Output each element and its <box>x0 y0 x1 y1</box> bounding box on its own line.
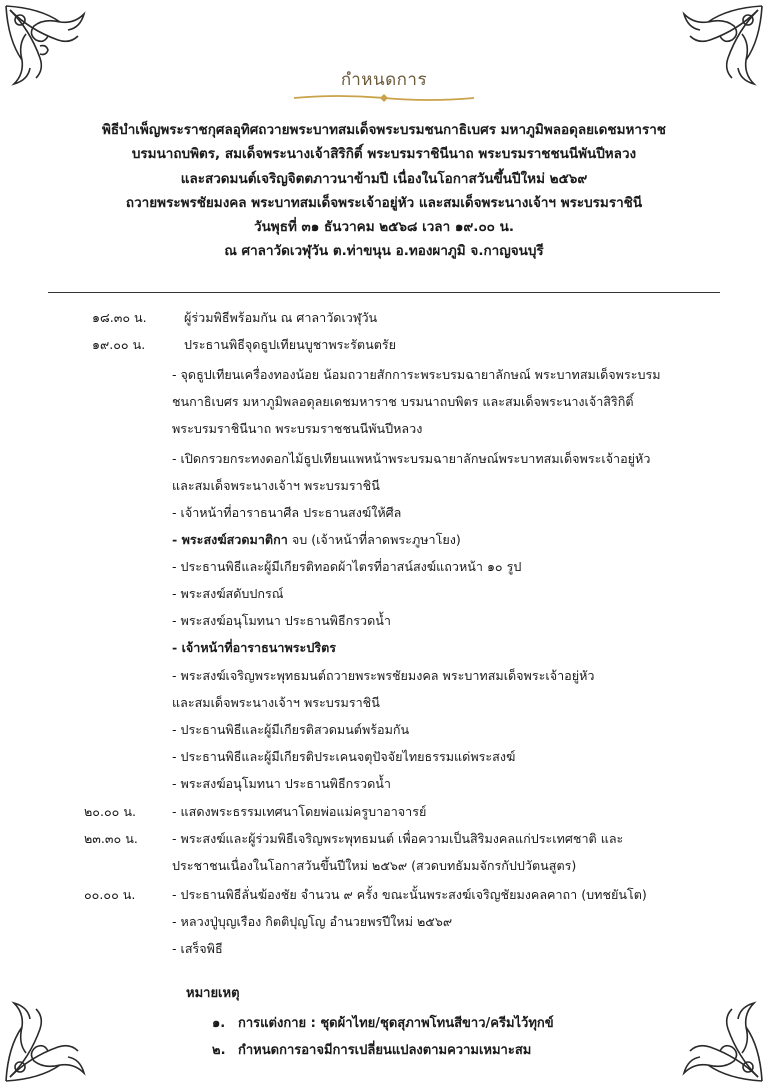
schedule-row <box>0 365 768 393</box>
ceremony-heading <box>40 118 728 264</box>
schedule-row <box>0 449 768 477</box>
heading-line: และสวดมนต์เจริญจิตตภาวนาข้ามปี เนื่องในโอกาสวันขึ้นปีใหม่ ๒๕๖๙ <box>180 170 588 187</box>
schedule-row <box>0 829 768 857</box>
schedule-time: ๒๓.๓๐ น. <box>84 831 138 846</box>
schedule-time: ๐๐.๐๐ น. <box>84 887 136 902</box>
schedule-text: - พระสงฆ์สดับปกรณ์ <box>172 586 284 601</box>
schedule-row <box>0 476 768 504</box>
schedule-text: - พระสงฆ์และผู้ร่วมพิธีเจริญพระพุทธมนต์ เพื่อความเป็นสิริมงคลแก่ประเทศชาติ และ <box>172 831 624 846</box>
schedule-text: - พระสงฆ์สวดมาติกา จบ (เจ้าหน้าที่ลาดพระภูษาโยง) <box>172 532 461 547</box>
corner-ornament-top-left-icon <box>0 0 110 110</box>
schedule-text: - ประธานพิธีลั่นฆ้องชัย จำนวน ๙ ครั้ง ขณะนั้นพระสงฆ์เจริญชัยมงคลคาถา (บทชยันโต) <box>172 887 647 902</box>
schedule-row <box>0 885 768 913</box>
heading-line: บรมนาถบพิตร, สมเด็จพระนางเจ้าสิริกิติ์ พระบรมราชินีนาถ พระบรมราชชนนีพันปีหลวง <box>131 146 637 163</box>
schedule-row <box>0 392 768 420</box>
schedule-text-bold: - เจ้าหน้าที่อาราธนาพระปริตร <box>172 640 337 655</box>
schedule-row <box>0 638 768 666</box>
schedule-row <box>0 747 768 775</box>
note-number: ๒. <box>212 1043 226 1058</box>
note-text: การแต่งกาย : ชุดผ้าไทย/ชุดสุภาพโทนสีขาว/ครีมไว้ทุกข์ <box>238 1016 554 1031</box>
schedule-row <box>0 774 768 802</box>
schedule-text: - ประธานพิธีและผู้มีเกียรติทอดผ้าไตรที่อาสน์สงฆ์แถวหน้า ๑๐ รูป <box>172 559 522 574</box>
schedule-text: - ประธานพิธีและผู้มีเกียรติสวดมนต์พร้อมกัน <box>172 722 410 737</box>
schedule-text: - ประธานพิธีและผู้มีเกียรติประเคนจตุปัจจัยไทยธรรมแด่พระสงฆ์ <box>172 749 516 764</box>
schedule-text <box>172 638 336 658</box>
schedule-row <box>0 939 768 967</box>
schedule-row <box>0 611 768 639</box>
section-divider <box>48 292 720 293</box>
note-number: ๑. <box>212 1016 226 1031</box>
schedule-row <box>0 693 768 721</box>
page-title: กำหนดการ <box>340 70 428 90</box>
schedule-text: - เสร็จพิธี <box>172 941 223 956</box>
schedule-text-bold: - พระสงฆ์สวดมาติกา <box>172 532 288 547</box>
heading-line: วันพุธที่ ๓๑ ธันวาคม ๒๕๖๘ เวลา ๑๙.๐๐ น. <box>254 219 514 236</box>
heading-line: ณ ศาลาวัดเวฬุวัน ต.ท่าขนุน อ.ทองผาภูมิ จ.กาญจนบุรี <box>224 243 544 260</box>
title-underline-ornament-icon <box>294 92 474 104</box>
schedule-text: ชนกาธิเบศร มหาภูมิพลอดุลยเดชมหาราช บรมนาถบพิตร และสมเด็จพระนางเจ้าสิริกิติ์ <box>172 394 634 409</box>
heading-line: ถวายพระพรชัยมงคล พระบาทสมเด็จพระเจ้าอยู่หัว และสมเด็จพระนางเจ้าฯ พระบรมราชินี <box>125 194 643 211</box>
heading-line: พิธีบำเพ็ญพระราชกุศลอุทิศถวายพระบาทสมเด็จพระบรมชนกาธิเบศร มหาภูมิพลอดุลยเดชมหาราช <box>102 122 666 138</box>
notes-title: หมายเหตุ <box>186 986 240 1001</box>
schedule-row <box>0 557 768 585</box>
schedule-text: - หลวงปู่บุญเรือง กิตติปุญโญ อำนวยพรปีใหม่ ๒๕๖๙ <box>172 914 453 929</box>
schedule-text: - พระสงฆ์อนุโมทนา ประธานพิธีกรวดน้ำ <box>172 613 391 628</box>
schedule-row <box>0 419 768 447</box>
schedule-row <box>0 503 768 531</box>
schedule-row <box>0 856 768 884</box>
schedule-text: ประชาชนเนื่องในโอกาสวันขึ้นปีใหม่ ๒๕๖๙ (สวดบทธัมมจักรกัปปวัตนสูตร) <box>172 858 577 873</box>
schedule-text: และสมเด็จพระนางเจ้าฯ พระบรมราชินี <box>172 695 380 710</box>
schedule-text: ผู้ร่วมพิธีพร้อมกัน ณ ศาลาวัดเวฬุวัน <box>184 310 378 325</box>
schedule-text: - พระสงฆ์เจริญพระพุทธมนต์ถวายพระพรชัยมงคล พระบาทสมเด็จพระเจ้าอยู่หัว <box>172 668 595 683</box>
schedule-text: - จุดธูปเทียนเครื่องทองน้อย น้อมถวายสักการะพระบรมฉายาลักษณ์ พระบาทสมเด็จพระบรม <box>172 367 661 382</box>
corner-ornament-bottom-left-icon <box>0 977 110 1087</box>
schedule-row <box>0 666 768 694</box>
schedule-time: ๑๘.๓๐ น. <box>92 310 147 325</box>
corner-ornament-top-right-icon <box>658 0 768 110</box>
schedule-row <box>0 335 768 363</box>
schedule-text: - เจ้าหน้าที่อาราธนาศีล ประธานสงฆ์ให้ศีล <box>172 505 402 520</box>
schedule-time: ๒๐.๐๐ น. <box>84 804 136 819</box>
schedule-row <box>0 584 768 612</box>
schedule-row <box>0 802 768 830</box>
schedule-row <box>0 912 768 940</box>
note-text: กำหนดการอาจมีการเปลี่ยนแปลงตามความเหมาะสม <box>238 1043 532 1058</box>
schedule-text: - เปิดกรวยกระทงดอกไม้ธูปเทียนแพหน้าพระบรมฉายาลักษณ์พระบาทสมเด็จพระเจ้าอยู่หัว <box>172 451 651 466</box>
schedule-row <box>0 720 768 748</box>
schedule-text: - แสดงพระธรรมเทศนาโดยพ่อแม่ครูบาอาจารย์ <box>172 804 427 819</box>
corner-ornament-bottom-right-icon <box>658 977 768 1087</box>
schedule-row <box>0 308 768 336</box>
schedule-text: - พระสงฆ์อนุโมทนา ประธานพิธีกรวดน้ำ <box>172 776 391 791</box>
schedule-time: ๑๙.๐๐ น. <box>92 337 146 352</box>
schedule-row <box>0 530 768 558</box>
schedule-text: และสมเด็จพระนางเจ้าฯ พระบรมราชินี <box>172 478 380 493</box>
schedule-text: ประธานพิธีจุดธูปเทียนบูชาพระรัตนตรัย <box>184 337 397 352</box>
schedule-text: พระบรมราชินีนาถ พระบรมราชชนนีพันปีหลวง <box>172 421 423 436</box>
